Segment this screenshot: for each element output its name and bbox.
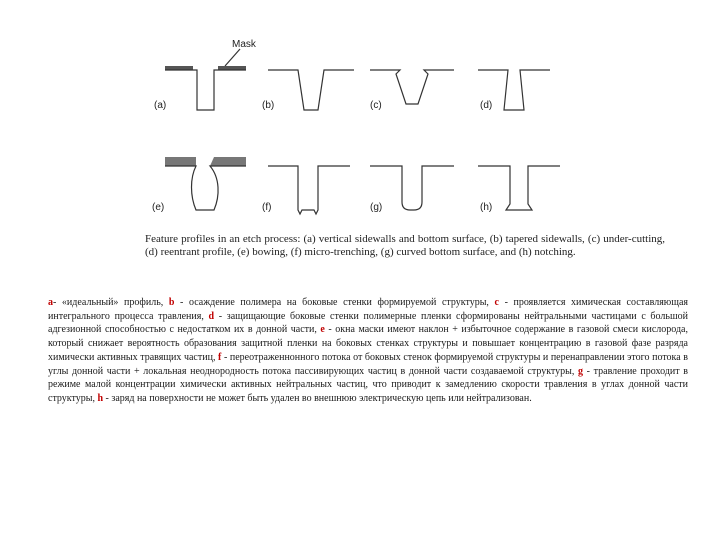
description-paragraph — [48, 296, 688, 406]
panel-label-e: (e) — [152, 202, 165, 213]
panel-label-g: (g) — [370, 202, 383, 213]
panel-label-f: (f) — [262, 202, 272, 213]
text-c: - проявляется химическая составляющая интегрального процесса травления, — [48, 297, 689, 322]
text-d: - защищающие боковые стенки полимерные пленки сформированы нейтральными частицами с большой адгезионной способностью с недостатком их в донной части, — [48, 310, 688, 336]
text-g: - травление проходит в режиме малой концентрации химически активных нейтральных частиц, что приводит к замедлению скорости травления в углах донной части структуры, — [48, 365, 688, 404]
letter-e: e — [320, 324, 325, 336]
text-e: - окна маски имеют наклон + избыточное содержание в газовой смеси кислорода, который снижает вероятность образования защитной пленки на боковых стенках структуры и повышает концентрацию в газовой фазе разряда химически активных травящих частиц, — [48, 324, 688, 363]
panel-label-d: (d) — [480, 100, 493, 111]
text-a: - «идеальный» профиль, — [53, 297, 169, 308]
panel-label-h: (h) — [480, 202, 493, 213]
profile-b-tapered — [268, 70, 354, 110]
mask-label: Mask — [232, 39, 256, 50]
panel-label-c: (c) — [370, 100, 382, 111]
profile-e-bowing — [165, 157, 246, 210]
profile-a-vertical — [165, 66, 246, 110]
panel-label-a: (a) — [154, 100, 167, 111]
letter-f: f — [218, 351, 222, 363]
profile-g-curved — [370, 166, 454, 210]
text-b: - осаждение полимера на боковые стенки формируемой структуры, — [174, 297, 495, 308]
panel-label-b: (b) — [262, 100, 275, 111]
profile-c-undercut — [370, 70, 454, 104]
profile-f-microtrench — [268, 166, 350, 214]
letter-c: c — [494, 297, 499, 308]
letter-g: g — [578, 365, 584, 377]
letter-a: a — [48, 297, 53, 308]
mask-pointer — [225, 49, 240, 66]
letter-h: h — [97, 392, 104, 404]
letter-b: b — [168, 297, 175, 308]
text-h: - заряд на поверхности не может быть удален во внешнюю электрическую цепь или нейтрализован. — [103, 392, 532, 404]
letter-d: d — [208, 310, 215, 322]
figure-caption: Feature profiles in an etch process: (a) vertical sidewalls and bottom surface, (b) tapered sidewalls, (c) under-cutting, (d) reentrant profile, (e) bowing, (f) micro-trenching, (g) curved bottom surface, and (h) notching. — [145, 233, 665, 258]
text-f: - переотраженнонного потока от боковых стенок формируемой структуры и перенаправлении этого потока в углы донной части + локальная неоднородность потока пассивирующих частиц в донной части создаваемой структуры, — [48, 351, 688, 377]
etch-profiles-figure — [0, 0, 720, 235]
